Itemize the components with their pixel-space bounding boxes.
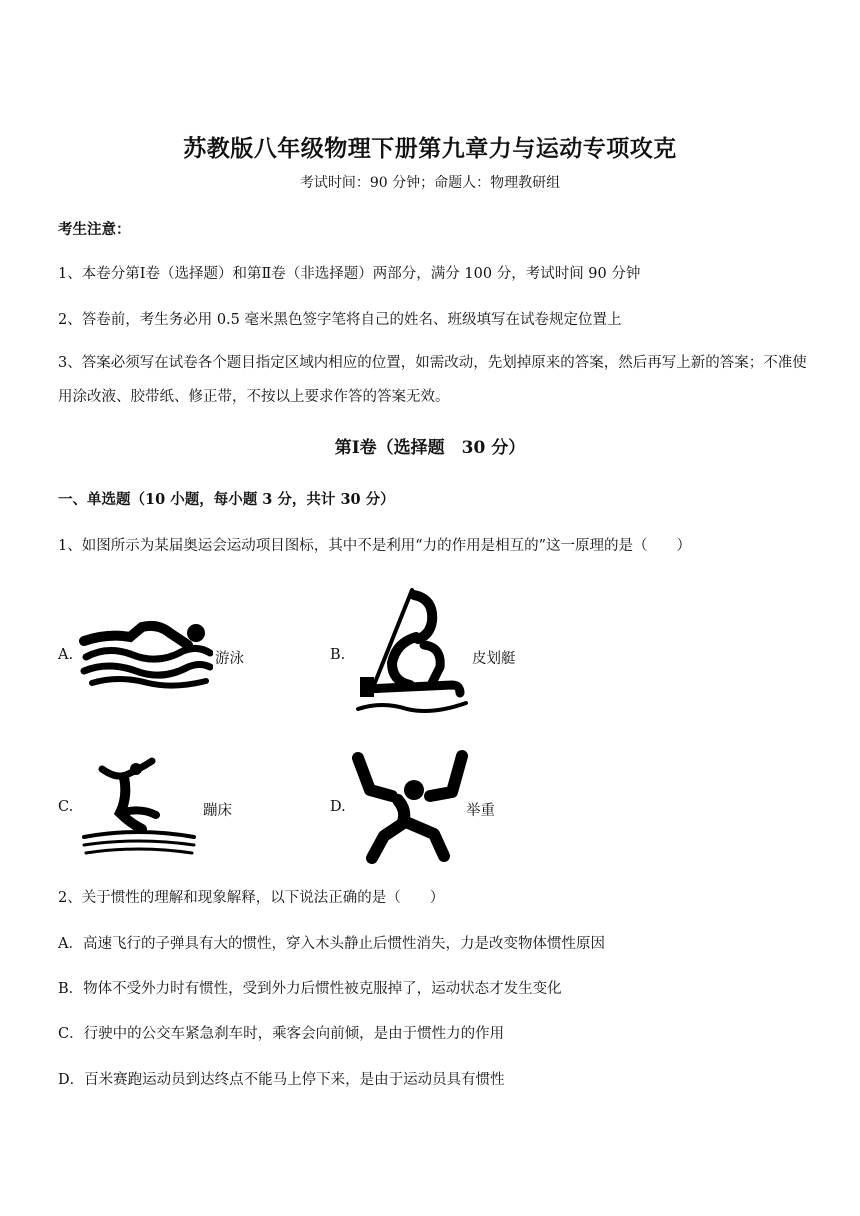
exam-title: 苏教版八年级物理下册第九章力与运动专项攻克	[183, 135, 677, 162]
part-heading: 一、单选题（10 小题，每小题 3 分，共计 30 分）	[58, 491, 395, 508]
question-2-option-b: B．物体不受外力时有惯性，受到外力后惯性被克服掉了，运动状态才发生变化	[58, 981, 562, 997]
option-b-letter: B.	[330, 647, 346, 663]
question-2-option-c: C．行驶中的公交车紧急刹车时，乘客会向前倾，是由于惯性力的作用	[58, 1026, 505, 1042]
question-1-stem: 1、如图所示为某届奥运会运动项目图标，其中不是利用“力的作用是相互的”这一原理的是（ ）	[58, 538, 692, 554]
option-d-label: 举重	[466, 803, 495, 819]
swimming-icon	[78, 615, 213, 690]
notice-heading: 考生注意：	[58, 221, 131, 238]
question-2-option-a: A．高速飞行的子弹具有大的惯性，穿入木头静止后惯性消失，力是改变物体惯性原因	[58, 936, 605, 952]
question-2-stem: 2、关于惯性的理解和现象解释，以下说法正确的是（ ）	[58, 890, 445, 906]
option-c-label: 蹦床	[203, 803, 232, 819]
notice-item-1: 1、本卷分第Ⅰ卷（选择题）和第Ⅱ卷（非选择题）两部分，满分 100 分，考试时间 90 分钟	[58, 266, 641, 282]
notice-item-2: 2、答卷前，考生务必用 0.5 毫米黑色签字笔将自己的姓名、班级填写在试卷规定位置上	[58, 312, 622, 328]
option-a-label: 游泳	[215, 651, 244, 667]
weightlifting-icon	[352, 748, 468, 864]
notice-item-3: 3、答案必须写在试卷各个题目指定区域内相应的位置，如需改动，先划掉原来的答案，然后再写上新的答案；不准使用涂改液、胶带纸、修正带，不按以上要求作答的答案无效。	[58, 355, 807, 405]
exam-subtitle: 考试时间：90 分钟；命题人：物理教研组	[299, 175, 561, 191]
question-2-option-d: D．百米赛跑运动员到达终点不能马上停下来，是由于运动员具有惯性	[58, 1072, 505, 1088]
section-title: 第Ⅰ卷（选择题 30 分）	[334, 438, 526, 458]
option-c-letter: C.	[58, 799, 74, 815]
option-d-letter: D.	[330, 799, 346, 815]
option-b-label: 皮划艇	[472, 651, 516, 667]
option-a-letter: A.	[58, 647, 74, 663]
trampoline-icon	[80, 757, 198, 857]
canoe-icon	[352, 585, 472, 720]
